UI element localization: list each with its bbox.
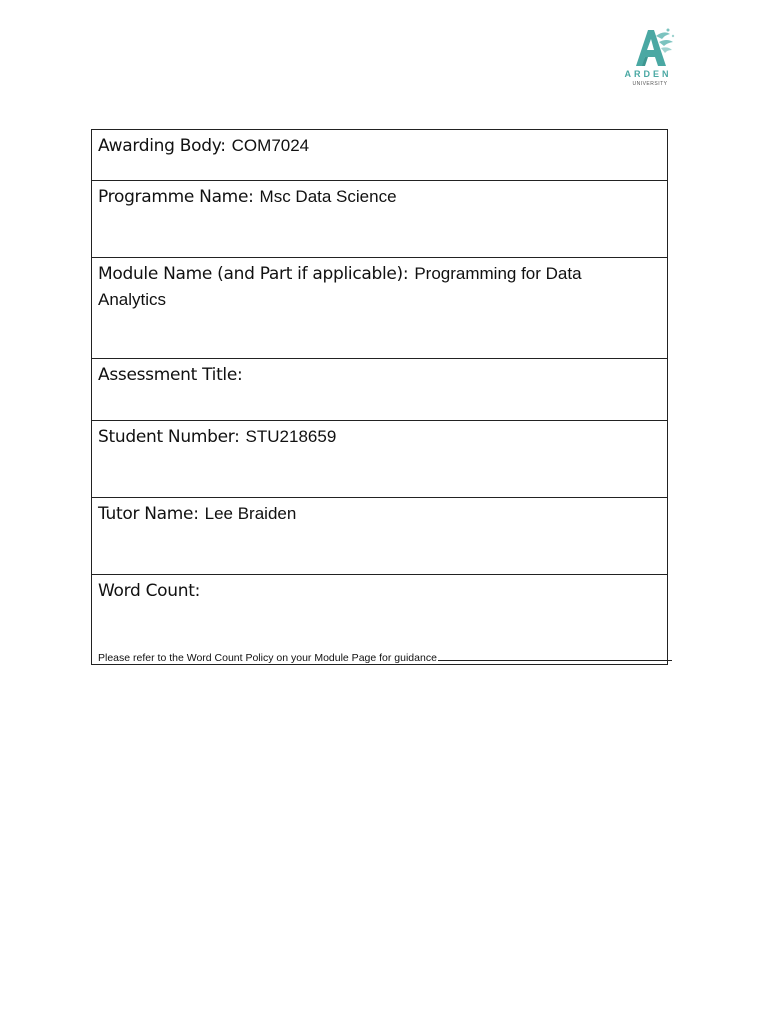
word-count-guidance	[98, 652, 672, 664]
word-count-guidance-text: Please refer to the Word Count Policy on your Module Page for guidance	[98, 652, 437, 664]
awarding-body-row	[92, 130, 667, 181]
assessment-title-row	[92, 359, 667, 421]
module-name-value-line1: Programming for Data	[414, 264, 582, 283]
word-count-label: Word Count:	[98, 581, 201, 601]
student-number-value: STU218659	[245, 427, 337, 446]
logo-subtitle: UNIVERSITY	[632, 81, 668, 87]
tutor-name-label: Tutor Name:	[98, 504, 199, 524]
logo-wordmark: ARDEN	[624, 69, 672, 79]
tutor-name-value: Lee Braiden	[204, 504, 297, 523]
cover-sheet-form	[91, 129, 668, 665]
assessment-title-label: Assessment Title:	[98, 365, 243, 385]
module-name-label: Module Name (and Part if applicable):	[98, 264, 409, 284]
arden-a-icon	[618, 26, 678, 70]
student-number-row	[92, 421, 667, 498]
awarding-body-label: Awarding Body:	[98, 136, 226, 156]
tutor-name-row	[92, 498, 667, 575]
student-number-label: Student Number:	[98, 427, 240, 447]
word-count-row	[92, 575, 667, 665]
programme-name-label: Programme Name:	[98, 187, 254, 207]
module-name-row	[92, 258, 667, 359]
module-name-value-line2: Analytics	[98, 290, 167, 309]
awarding-body-value: COM7024	[231, 136, 310, 155]
arden-university-logo	[618, 26, 678, 92]
programme-name-value: Msc Data Science	[259, 187, 397, 206]
guidance-underline	[438, 660, 672, 661]
programme-name-row	[92, 181, 667, 258]
